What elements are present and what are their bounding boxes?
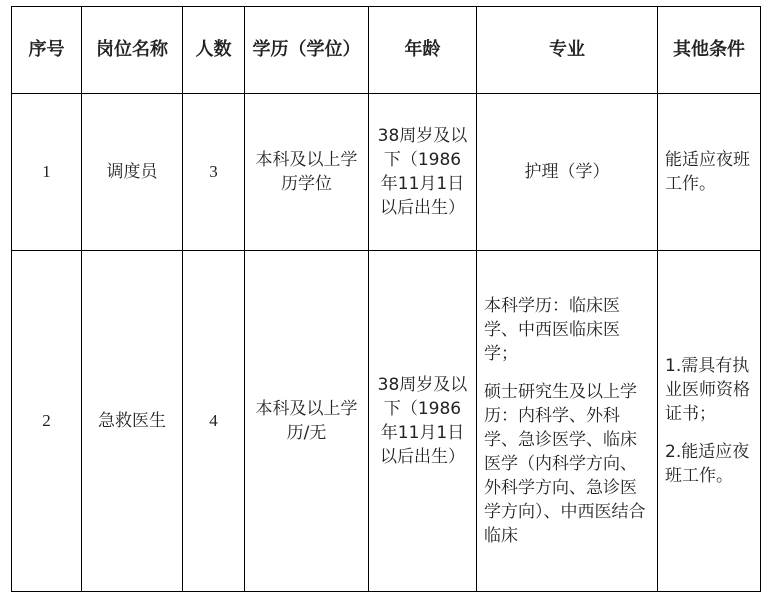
cell-no: 1	[12, 94, 82, 251]
header-cell-major: 专业	[477, 7, 658, 94]
cell-other	[658, 94, 761, 251]
cell-other	[658, 251, 761, 592]
major-line: 硕士研究生及以上学历：内科学、外科学、急诊医学、临床医学（内科学方向、外科学方向、急诊医学方向）、中西医结合临床	[484, 382, 646, 546]
cell-major	[477, 94, 658, 251]
cell-no: 2	[12, 251, 82, 592]
other-line: 2.能适应夜班工作。	[665, 442, 750, 486]
cell-education: 本科及以上学历学位	[245, 94, 369, 251]
header-cell-position: 岗位名称	[82, 7, 183, 94]
header-cell-count: 人数	[183, 7, 245, 94]
cell-position: 调度员	[82, 94, 183, 251]
header-cell-other: 其他条件	[658, 7, 761, 94]
cell-major	[477, 251, 658, 592]
major-line: 本科学历：临床医学、中西医临床医学；	[484, 296, 620, 364]
table-row	[12, 251, 761, 592]
cell-age: 38周岁及以下（1986年11月1日以后出生）	[369, 94, 477, 251]
header-cell-no: 序号	[12, 7, 82, 94]
major-line: 护理（学）	[524, 162, 610, 182]
header-cell-age: 年龄	[369, 7, 477, 94]
cell-count: 4	[183, 251, 245, 592]
cell-age: 38周岁及以下（1986年11月1日以后出生）	[369, 251, 477, 592]
other-line: 能适应夜班工作。	[665, 150, 750, 194]
header-row	[12, 7, 761, 94]
cell-count: 3	[183, 94, 245, 251]
header-cell-education: 学历（学位）	[245, 7, 369, 94]
recruitment-table	[11, 6, 761, 592]
table-row	[12, 94, 761, 251]
cell-education: 本科及以上学历/无	[245, 251, 369, 592]
other-line: 1.需具有执业医师资格证书；	[665, 356, 750, 424]
cell-position: 急救医生	[82, 251, 183, 592]
